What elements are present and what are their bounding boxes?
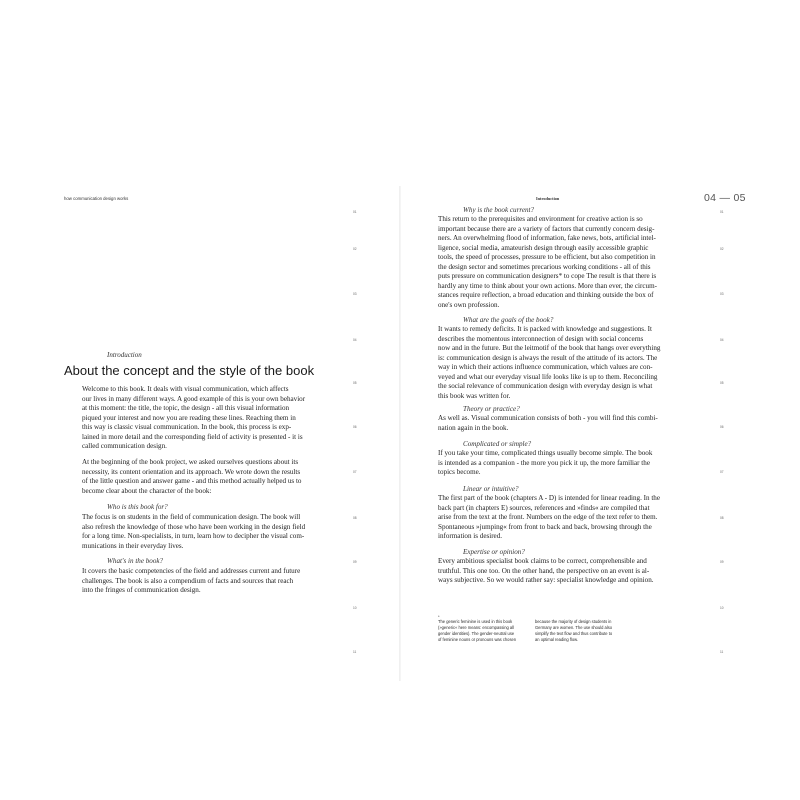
text-line: is intended as a companion - the more you pick it up, the more familiar the: [438, 458, 650, 467]
margin-number: 03: [720, 292, 724, 296]
margin-number: 04: [720, 338, 724, 342]
footnote-column-2: [535, 619, 612, 643]
margin-number: 09: [720, 560, 724, 564]
margin-number: 09: [353, 560, 357, 564]
text-line: of the little question and answer game - and this method actually helped us to: [82, 477, 302, 485]
text-line: the design sector and sometimes precarious working conditions - all of this: [438, 262, 651, 271]
text-line: necessity, its content orientation and its approach. We wrote down the results: [82, 467, 301, 476]
text-line: become clear about the character of the book:: [82, 486, 212, 495]
text-line: is: communication design is always the result of the attitude of its actors. The: [438, 353, 658, 362]
margin-number: 11: [353, 650, 357, 654]
answer-paragraph: [82, 567, 300, 596]
question-heading: Who is this book for?: [107, 503, 168, 511]
text-line: tools, the speed of processes, pressure to be efficient, but also competition in: [438, 253, 656, 261]
text-line: At the beginning of the book project, we asked ourselves questions about its: [82, 458, 299, 466]
question-heading: Theory or practice?: [463, 405, 520, 413]
text-line: arise from the text at the front. Numbers on the edge of the text refer to them.: [438, 513, 658, 521]
margin-number: 08: [353, 516, 357, 520]
text-line: ligence, social media, amateurish design through easily accessible graphic: [438, 243, 649, 252]
margin-number: 01: [353, 210, 357, 214]
text-line: challenges. The book is also a compendium of facts and sources that reach: [82, 576, 294, 585]
margin-number: 05: [720, 381, 724, 385]
footnote-line: gender identities). The gender-neutral use: [438, 631, 515, 637]
text-line: This return to the prerequisites and environment for creative action is so: [438, 215, 643, 223]
answer-paragraph: [438, 414, 658, 433]
text-line: hardly any time to think about your own actions. More than ever, the circum-: [438, 281, 657, 290]
text-line: information is desired.: [438, 532, 503, 540]
text-line: way in which their actions influence communication, which values are con-: [438, 363, 653, 371]
page-gutter: [399, 186, 401, 681]
answer-paragraph: [82, 513, 305, 551]
text-line: also refresh the knowledge of those who have been working in the design field: [82, 522, 306, 531]
text-line: topics become.: [438, 468, 481, 476]
footnote-line: Germany are women. The use should also: [535, 625, 613, 631]
page-numbers: 04 — 05: [704, 192, 746, 204]
intro-paragraph: [82, 385, 305, 452]
question-heading: Linear or intuitive?: [463, 485, 519, 493]
margin-number: 06: [353, 425, 357, 429]
answer-paragraph: [438, 557, 654, 586]
text-line: It wants to remedy deficits. It is packed with knowledge and suggestions. It: [438, 325, 652, 333]
text-line: for a long time. Non-specialists, in turn, learn how to decipher the visual com-: [82, 532, 305, 540]
margin-number: 02: [353, 247, 357, 251]
text-line: the social relevance of communication design with everyday design is what: [438, 382, 653, 390]
footnote-column-1: [438, 619, 516, 643]
text-line: describes the momentous interconnection of design with social concerns: [438, 334, 644, 343]
text-line: The focus is on students in the field of communication design. The book will: [82, 513, 301, 521]
text-line: puts pressure on communication designers* to cope The result is that there is: [438, 272, 657, 280]
section-eyebrow: Introduction: [107, 351, 142, 359]
margin-number: 10: [353, 606, 357, 610]
text-line: If you take your time, complicated things usually become simple. The book: [438, 449, 653, 457]
footnote-line: because the majority of design students in: [535, 619, 612, 624]
text-line: truthful. This one too. On the other hand, the perspective on an event is al-: [438, 566, 650, 575]
text-line: Spontaneous »jumping« from front to back and back, browsing through the: [438, 522, 652, 531]
text-line: stances require reflection, a broad education and thinking outside the box of: [438, 291, 654, 299]
question-heading: What's in the book?: [107, 557, 164, 565]
margin-number: 07: [720, 470, 724, 474]
question-heading: Complicated or simple?: [463, 440, 532, 448]
text-line: veyed and what our everyday visual life looks like is up to them. Reconciling: [438, 372, 658, 381]
text-line: nation again in the book.: [438, 423, 509, 432]
text-line: lained in more detail and the corresponding field of activity is presented - it is: [82, 432, 303, 441]
answer-paragraph: [438, 325, 660, 401]
question-heading: Why is the book current?: [463, 206, 535, 214]
text-line: this way is classic visual communication. In the book, this process is exp-: [82, 423, 292, 431]
questions-paragraph: [82, 458, 301, 496]
text-line: Welcome to this book. It deals with visual communication, which affects: [82, 385, 289, 393]
margin-number: 01: [720, 210, 724, 214]
text-line: munications in their everyday lives.: [82, 541, 184, 550]
chapter-title: About the concept and the style of the book: [64, 363, 315, 378]
answer-paragraph: [438, 494, 660, 542]
margin-number: 11: [720, 650, 724, 654]
margin-number: 02: [720, 247, 724, 251]
running-header-section: Introduction: [536, 196, 560, 201]
footnote-line: simplify the text flow and thus contribute to: [535, 631, 613, 637]
text-line: Every ambitious specialist book claims to be correct, comprehensible and: [438, 557, 647, 565]
text-line: back part (in chapters E) sources, references and »finds« are compiled that: [438, 503, 650, 512]
text-line: It covers the basic competencies of the field and addresses current and future: [82, 567, 301, 575]
question-heading: What are the goals of the book?: [463, 316, 554, 324]
question-heading: Expertise or opinion?: [463, 548, 525, 556]
margin-number: 04: [353, 338, 357, 342]
footnote-line: an optimal reading flow.: [535, 637, 579, 643]
text-line: ways subjective. So we would rather say: specialist knowledge and opinion.: [438, 576, 654, 584]
text-line: ners. An overwhelming flood of information, fake news, bots, artificial intel-: [438, 234, 656, 242]
margin-number: 05: [353, 381, 357, 385]
text-line: one's own profession.: [438, 300, 500, 309]
text-line: piqued your interest and now you are reading these lines. Reaching them in: [82, 413, 296, 422]
running-header-left: how communication design works: [64, 196, 129, 201]
margin-number: 07: [353, 470, 357, 474]
footnote-line: of feminine nouns or pronouns was chosen: [438, 637, 517, 643]
footnote-marker: *: [438, 614, 440, 619]
text-line: into the fringes of communication design.: [82, 586, 201, 594]
text-line: called communication design.: [82, 442, 167, 450]
text-line: important because there are a variety of factors that currently concern desig-: [438, 224, 655, 233]
text-line: this book was written for.: [438, 391, 511, 400]
answer-paragraph: [438, 215, 657, 310]
text-line: As well as. Visual communication consists of both - you will find this combi-: [438, 414, 658, 422]
text-line: The first part of the book (chapters A - D) is intended for linear reading. In the: [438, 494, 661, 502]
footnote-line: The generic feminine is used in this book: [438, 619, 513, 624]
margin-number: 10: [720, 606, 724, 610]
footnote-line: (»generic« here means: encompassing all: [438, 625, 515, 631]
text-line: our lives in many different ways. A good example of this is your own behavior: [82, 394, 306, 403]
answer-paragraph: [438, 449, 652, 478]
margin-number: 06: [720, 425, 724, 429]
margin-number: 03: [353, 292, 357, 296]
text-line: at this moment: the title, the topic, the design - all this visual information: [82, 404, 290, 412]
margin-number: 08: [720, 516, 724, 520]
text-line: now and in the future. But the leitmotif of the book that hangs over everything: [438, 344, 661, 352]
